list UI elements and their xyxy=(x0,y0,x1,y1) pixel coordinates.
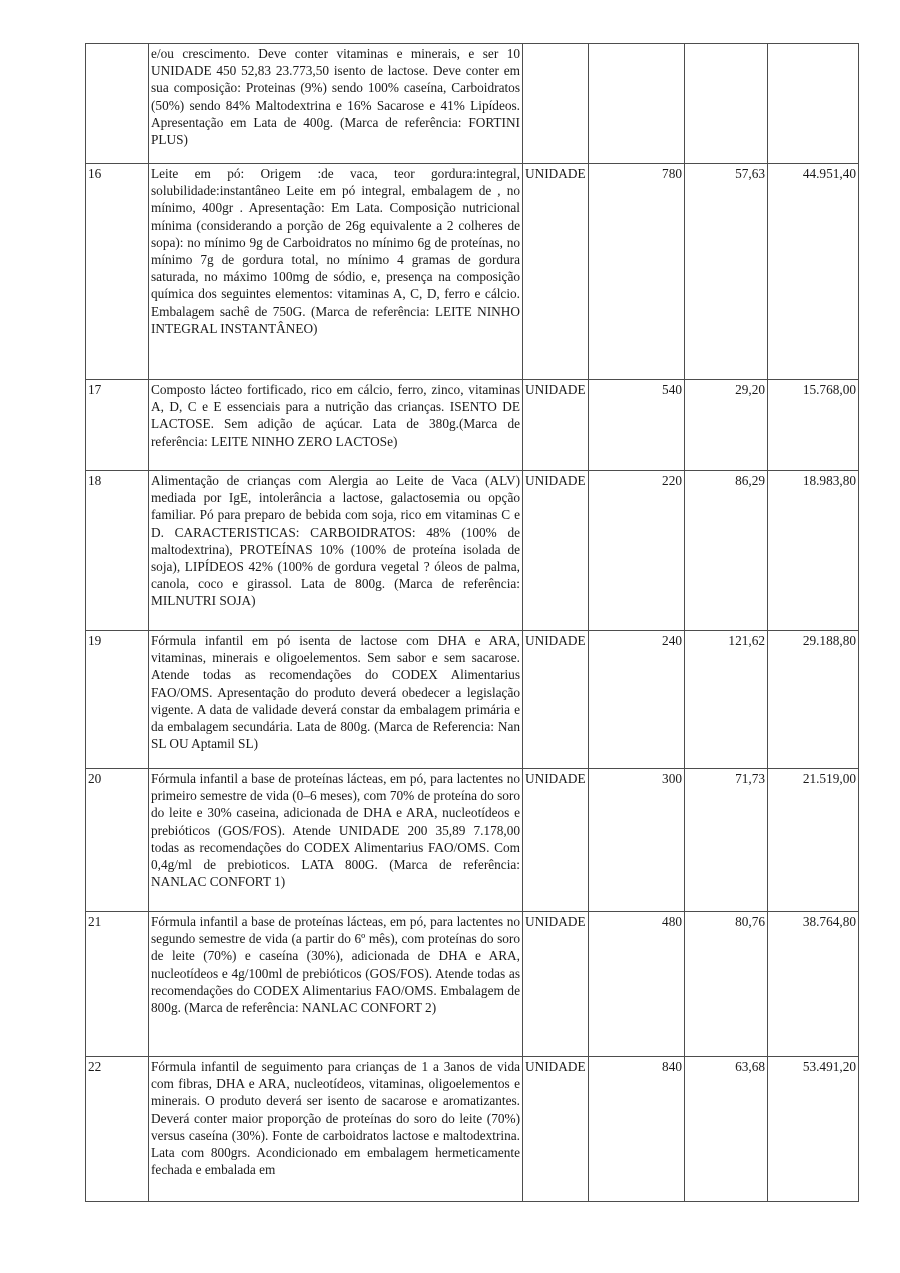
description-cell: Fórmula infantil a base de proteínas lácteas, em pó, para lactentes no segundo semestre de vida (a partir do 6º mês), com proteínas do soro de leite (70%) e caseína (30%), adicionada de DHA e ARA, nucleotídeos e 4g/100ml de prebióticos (GOS/FOS). Atende todas as recomendações do CODEX Alimentarius FAO/OMS. Embalagem de 800g. (Marca de referência: NANLAC CONFORT 2) xyxy=(149,912,523,1057)
unit-cell: UNIDADE xyxy=(523,1057,589,1202)
unit-cell: UNIDADE xyxy=(523,380,589,471)
table-row xyxy=(86,912,859,1057)
quantity-cell: 840 xyxy=(589,1057,685,1202)
total-cell: 29.188,80 xyxy=(768,631,859,769)
total-cell: 44.951,40 xyxy=(768,164,859,380)
item-number-cell: 20 xyxy=(86,769,149,912)
item-number-cell xyxy=(86,44,149,164)
items-table xyxy=(85,43,859,1202)
total-cell: 18.983,80 xyxy=(768,471,859,631)
item-number-cell: 18 xyxy=(86,471,149,631)
description-cell: e/ou crescimento. Deve conter vitaminas e minerais, e ser 10 UNIDADE 450 52,83 23.773,50 isento de lactose. Deve conter em sua composição: Proteinas (9%) sendo 100% caseína, Carboidratos (50%) sendo 84% Maltodextrina e 16% Sacarose e 41% Lipídeos. Apresentação em Lata de 400g. (Marca de referência: FORTINI PLUS) xyxy=(149,44,523,164)
quantity-cell: 780 xyxy=(589,164,685,380)
description-cell: Fórmula infantil de seguimento para crianças de 1 a 3anos de vida com fibras, DHA e ARA, nucleotídeos, vitaminas, oligoelementos e minerais. O produto deverá ser isento de sacarose e aromatizantes. Deverá conter maior proporção de proteínas do soro do leite (70%) versus caseína (30%). Fonte de carboidratos lactose e maltodextrina. Lata com 800grs. Acondicionado em embalagem hermeticamente fechada e embalada em xyxy=(149,1057,523,1202)
unit-cell: UNIDADE xyxy=(523,631,589,769)
table-row xyxy=(86,164,859,380)
quantity-cell: 480 xyxy=(589,912,685,1057)
description-cell: Fórmula infantil a base de proteínas lácteas, em pó, para lactentes no primeiro semestre de vida (0–6 meses), com 70% de proteína do soro do leite e 30% caseina, adicionada de DHA e ARA, nucleotídeos e prebióticos (GOS/FOS). Atende UNIDADE 200 35,89 7.178,00 todas as recomendações do CODEX Alimentarius FAO/OMS. Com 0,4g/ml de prebioticos. LATA 800G. (Marca de referência: NANLAC CONFORT 1) xyxy=(149,769,523,912)
table-row xyxy=(86,769,859,912)
total-cell: 15.768,00 xyxy=(768,380,859,471)
unit-price-cell: 63,68 xyxy=(685,1057,768,1202)
unit-price-cell xyxy=(685,44,768,164)
description-cell: Fórmula infantil em pó isenta de lactose com DHA e ARA, vitaminas, minerais e oligoelementos. Sem sabor e sem sacarose. Atende todas as recomendações do CODEX Alimentarius FAO/OMS. Apresentação do produto deverá obedecer a legislação vigente. A data de validade deverá constar da embalagem primária e da embalagem secundária. Lata de 800g. (Marca de Referencia: Nan SL OU Aptamil SL) xyxy=(149,631,523,769)
table-row xyxy=(86,631,859,769)
unit-cell: UNIDADE xyxy=(523,769,589,912)
item-number-cell: 16 xyxy=(86,164,149,380)
description-cell: Alimentação de crianças com Alergia ao Leite de Vaca (ALV) mediada por IgE, intolerância a lactose, galactosemia ou opção familiar. Pó para preparo de bebida com soja, rico em vitaminas C e D. CARACTERISTICAS: CARBOIDRATOS: 48% (100% de maltodextrina), PROTEÍNAS 10% (100% de proteína isolada de soja), LIPÍDEOS 42% (100% de gordura vegetal ? óleos de palma, canola, coco e girassol. Lata de 800g. (Marca de referência: MILNUTRI SOJA) xyxy=(149,471,523,631)
total-cell: 38.764,80 xyxy=(768,912,859,1057)
item-number-cell: 19 xyxy=(86,631,149,769)
item-number-cell: 17 xyxy=(86,380,149,471)
table-row xyxy=(86,1057,859,1202)
total-cell xyxy=(768,44,859,164)
description-cell: Leite em pó: Origem :de vaca, teor gordura:integral, solubilidade:instantâneo Leite em pó integral, embalagem de , no mínimo, 400gr . Apresentação: Em Lata. Composição nutricional mínima (considerando a porção de 26g equivalente a 2 colheres de sopa): no mínimo 9g de Carboidratos no mínimo 6g de proteínas, no mínimo 7g de gordura total, no mínimo 4 gramas de gordura saturada, no máximo 100mg de sódio, e, presença na composição química dos seguintes elementos: vitaminas A, C, D, ferro e cálcio. Embalagem sachê de 750G. (Marca de referência: LEITE NINHO INTEGRAL INSTANTÂNEO) xyxy=(149,164,523,380)
quantity-cell: 300 xyxy=(589,769,685,912)
quantity-cell: 240 xyxy=(589,631,685,769)
unit-price-cell: 80,76 xyxy=(685,912,768,1057)
quantity-cell: 540 xyxy=(589,380,685,471)
unit-price-cell: 71,73 xyxy=(685,769,768,912)
total-cell: 53.491,20 xyxy=(768,1057,859,1202)
table-row xyxy=(86,44,859,164)
unit-cell: UNIDADE xyxy=(523,471,589,631)
quantity-cell: 220 xyxy=(589,471,685,631)
unit-cell xyxy=(523,44,589,164)
unit-price-cell: 121,62 xyxy=(685,631,768,769)
table-row xyxy=(86,380,859,471)
unit-price-cell: 86,29 xyxy=(685,471,768,631)
description-cell: Composto lácteo fortificado, rico em cálcio, ferro, zinco, vitaminas A, D, C e E essenciais para a nutrição das crianças. ISENTO DE LACTOSE. Sem adição de açúcar. Lata de 380g.(Marca de referência: LEITE NINHO ZERO LACTOSe) xyxy=(149,380,523,471)
unit-cell: UNIDADE xyxy=(523,912,589,1057)
quantity-cell xyxy=(589,44,685,164)
item-number-cell: 21 xyxy=(86,912,149,1057)
unit-price-cell: 29,20 xyxy=(685,380,768,471)
table-row xyxy=(86,471,859,631)
unit-cell: UNIDADE xyxy=(523,164,589,380)
item-number-cell: 22 xyxy=(86,1057,149,1202)
total-cell: 21.519,00 xyxy=(768,769,859,912)
unit-price-cell: 57,63 xyxy=(685,164,768,380)
